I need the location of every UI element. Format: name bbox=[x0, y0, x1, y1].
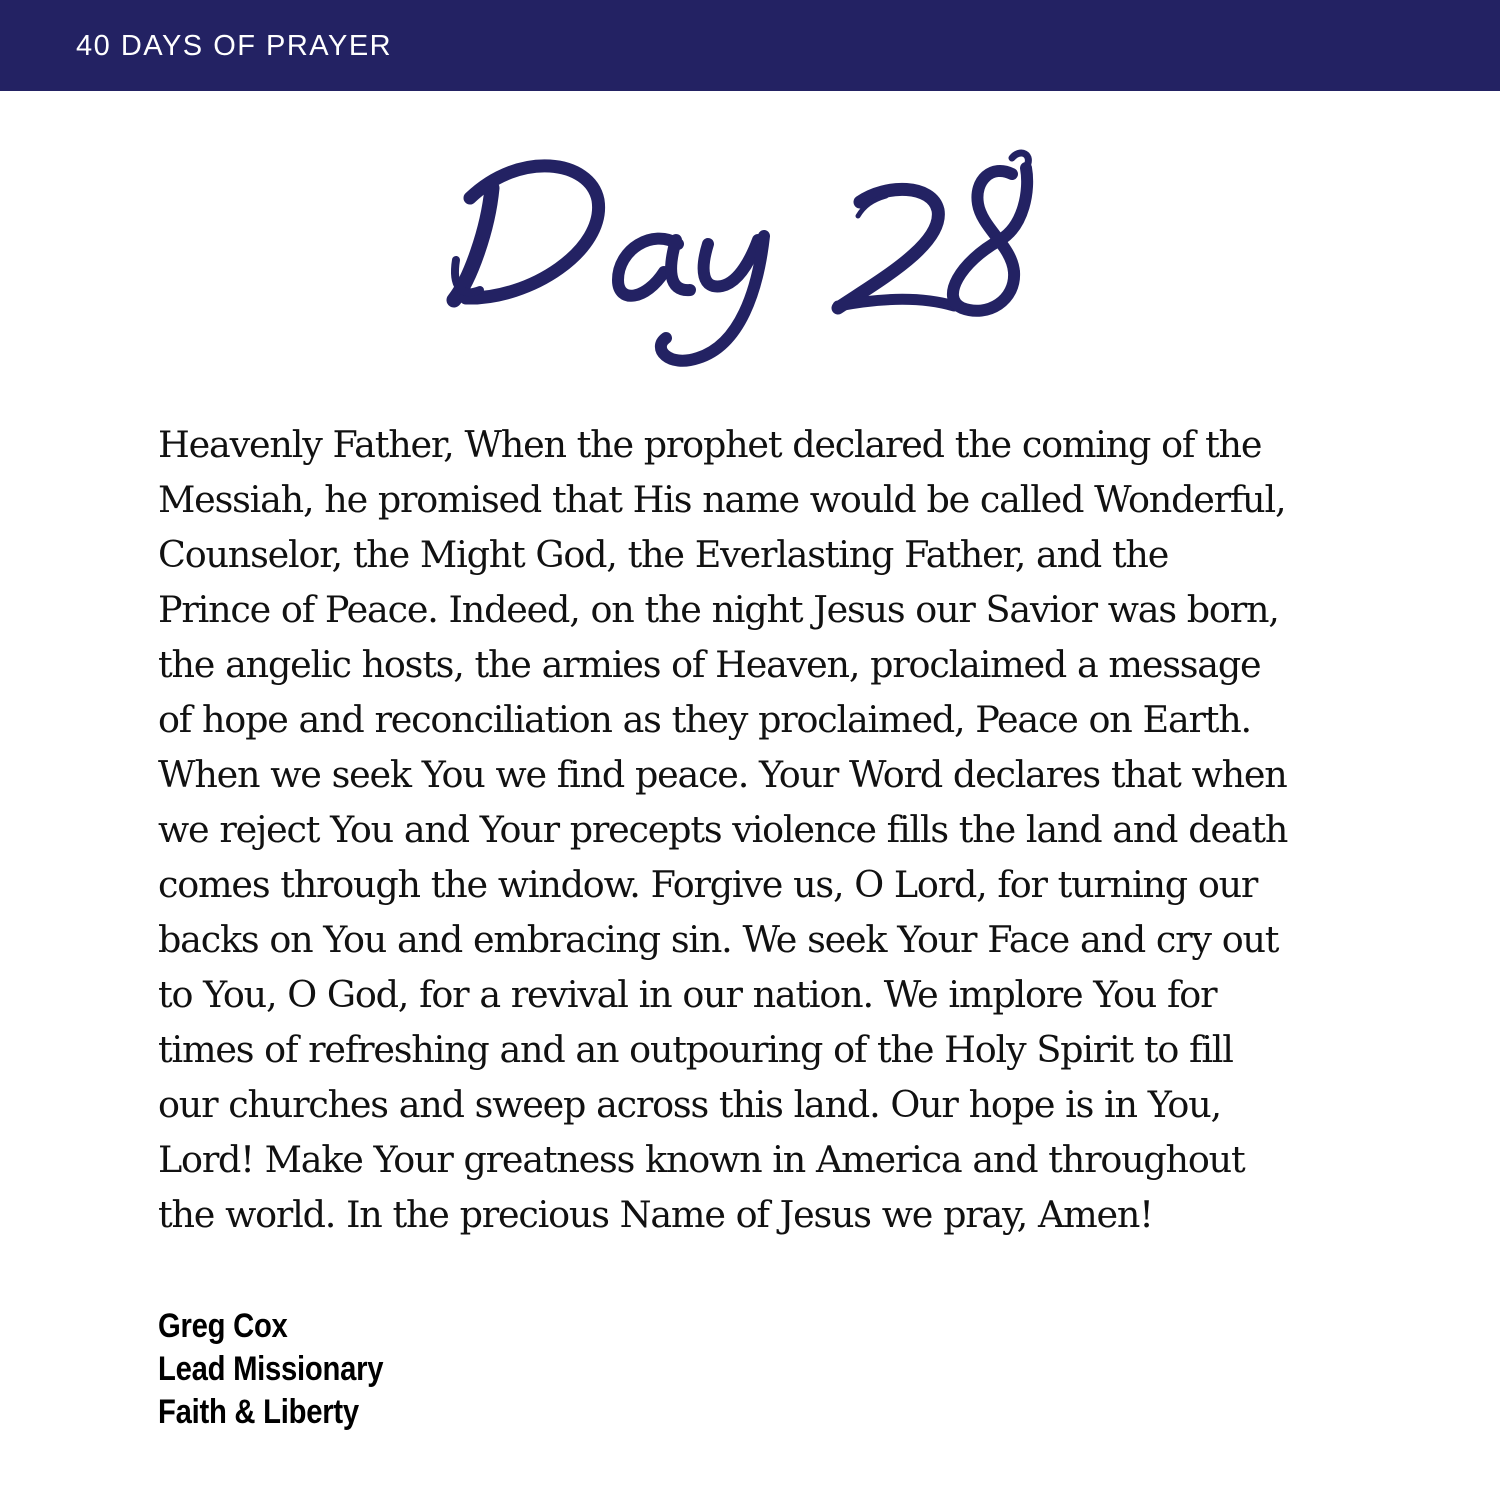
author-organization: Faith & Liberty bbox=[158, 1393, 359, 1431]
prayer-line: to You, O God, for a revival in our nation. We implore You for bbox=[158, 973, 1217, 1016]
prayer-line: comes through the window. Forgive us, O Lord, for turning our bbox=[158, 863, 1258, 906]
day-title-lettering bbox=[440, 140, 1050, 390]
prayer-line: backs on You and embracing sin. We seek Your Face and cry out bbox=[158, 918, 1279, 961]
prayer-line: our churches and sweep across this land. Our hope is in You, bbox=[158, 1083, 1221, 1126]
header-title: 40 DAYS OF PRAYER bbox=[76, 30, 393, 62]
prayer-line: Lord! Make Your greatness known in America and throughout bbox=[158, 1138, 1245, 1181]
prayer-line: Counselor, the Might God, the Everlasting Father, and the bbox=[158, 533, 1169, 576]
letter-y-arm bbox=[704, 240, 758, 287]
signature-block bbox=[158, 1305, 383, 1434]
day-title bbox=[440, 140, 1050, 390]
digit-8-flourish bbox=[1012, 153, 1028, 168]
prayer-line: Heavenly Father, When the prophet declared the coming of the bbox=[158, 423, 1262, 466]
author-role: Lead Missionary bbox=[158, 1350, 384, 1388]
prayer-line: Prince of Peace. Indeed, on the night Jesus our Savior was born, bbox=[158, 588, 1279, 631]
prayer-line: of hope and reconciliation as they proclaimed, Peace on Earth. bbox=[158, 698, 1251, 741]
prayer-line: When we seek You we find peace. Your Word declares that when bbox=[158, 753, 1287, 796]
prayer-line: the world. In the precious Name of Jesus we pray, Amen! bbox=[158, 1193, 1153, 1236]
prayer-line: we reject You and Your precepts violence fills the land and death bbox=[158, 808, 1288, 851]
digit-2-base bbox=[838, 299, 954, 306]
prayer-line: times of refreshing and an outpouring of the Holy Spirit to fill bbox=[158, 1028, 1233, 1071]
digit-2-curve bbox=[838, 189, 938, 308]
prayer-line: Messiah, he promised that His name would be called Wonderful, bbox=[158, 478, 1286, 521]
header-bar bbox=[0, 0, 1500, 91]
author-name: Greg Cox bbox=[158, 1307, 288, 1345]
prayer-line: the angelic hosts, the armies of Heaven, proclaimed a message bbox=[158, 643, 1261, 686]
digit-8-lower bbox=[953, 168, 1027, 311]
prayer-text bbox=[158, 417, 1388, 1242]
